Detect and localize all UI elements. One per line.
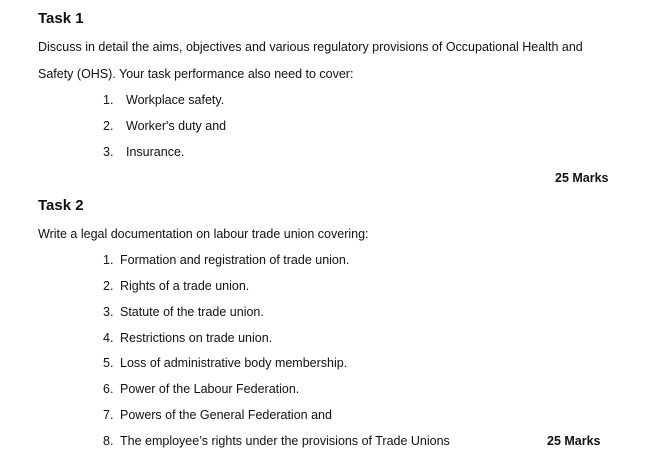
task2-intro: Write a legal documentation on labour trade union covering: [38,227,369,241]
task2-list-item [103,408,332,422]
list-item-text: Loss of administrative body membership. [120,356,348,370]
task1-heading: Task 1 [38,10,84,27]
list-number: 3. [103,145,114,159]
list-item-text: Power of the Labour Federation. [120,382,300,396]
task1-intro-line2: Safety (OHS). Your task performance also need to cover: [38,67,354,81]
task2-marks: 25 Marks [547,434,601,448]
list-number: 1. [103,93,114,107]
list-number: 7. [103,408,114,422]
list-number: 4. [103,331,114,345]
list-item-text: The employee’s rights under the provisions of Trade Unions [120,434,450,448]
list-number: 5. [103,356,114,370]
task1-list-item [103,93,224,107]
list-number: 2. [103,119,114,133]
list-item-text: Rights of a trade union. [120,279,250,293]
task2-list-item [103,253,349,267]
list-item-text: Statute of the trade union. [120,305,264,319]
task1-marks: 25 Marks [555,171,609,185]
task2-list-item [103,434,450,448]
task2-list-item [103,279,249,293]
list-item-text: Worker's duty and [126,119,227,133]
list-item-text: Restrictions on trade union. [120,331,273,345]
task1-list-item [103,119,226,133]
list-item-text: Workplace safety. [126,93,225,107]
list-item-text: Powers of the General Federation and [120,408,332,422]
task2-list-item [103,382,299,396]
task2-list-item [103,305,264,319]
list-item-text: Insurance. [126,145,185,159]
task1-list-item [103,145,184,159]
task2-heading: Task 2 [38,197,84,214]
list-number: 3. [103,305,114,319]
list-number: 1. [103,253,114,267]
list-item-text: Formation and registration of trade union. [120,253,350,267]
task2-list-item [103,331,272,345]
list-number: 2. [103,279,114,293]
list-number: 8. [103,434,114,448]
task1-intro-line1: Discuss in detail the aims, objectives and various regulatory provisions of Occupational Health and [38,40,583,54]
list-number: 6. [103,382,114,396]
task2-list-item [103,356,347,370]
